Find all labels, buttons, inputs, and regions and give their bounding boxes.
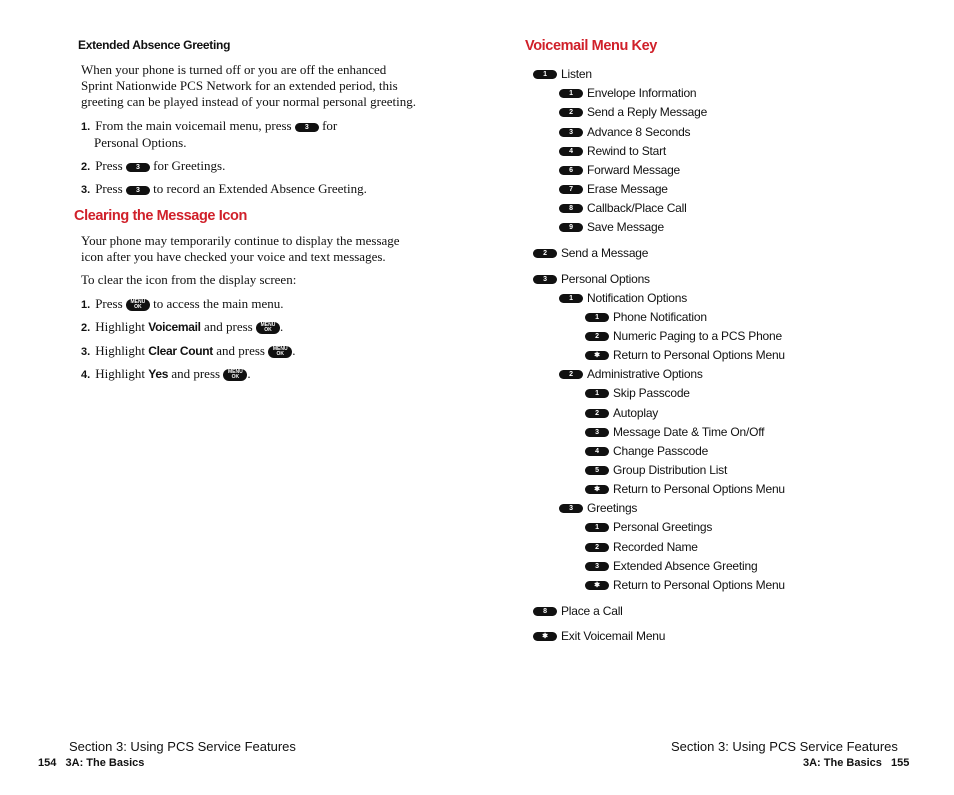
clearing-paragraph [81, 233, 400, 265]
menu-item-label: Callback/Place Call [587, 201, 687, 215]
clear-step-1 [81, 296, 283, 313]
step-number: 2. [81, 161, 91, 173]
keypad-key-icon: 3 [533, 275, 557, 284]
menu-item [585, 540, 698, 554]
keypad-key-icon: ✱ [585, 581, 609, 590]
menu-item [559, 501, 637, 515]
menu-item-label: Return to Personal Options Menu [613, 578, 785, 592]
page-number: 154 [38, 757, 57, 769]
step-text: Press [95, 181, 123, 196]
step-text: Press [95, 296, 123, 311]
keypad-key-icon: ✱ [585, 485, 609, 494]
menu-item [585, 329, 782, 343]
clear-step-4 [81, 366, 251, 383]
menu-item [559, 291, 687, 305]
step-strong: Yes [148, 367, 169, 381]
key-3-icon: 3 [126, 186, 150, 195]
step-text: to access the main menu. [153, 296, 284, 311]
keypad-key-icon: 6 [559, 166, 583, 175]
footer-page-left [38, 757, 144, 769]
menu-item-label: Skip Passcode [613, 386, 690, 400]
menu-item [559, 367, 703, 381]
menu-item [585, 386, 690, 400]
menu-item-label: Administrative Options [587, 367, 703, 381]
step-text: and press [203, 319, 253, 334]
step-text: Highlight [95, 366, 146, 381]
keypad-key-icon: 4 [559, 147, 583, 156]
keypad-key-icon: 3 [559, 504, 583, 513]
keypad-key-icon: 1 [585, 523, 609, 532]
keypad-key-icon: 2 [585, 543, 609, 552]
ext-step-2 [81, 158, 225, 175]
step-text: to record an Extended Absence Greeting. [153, 181, 367, 196]
keypad-key-icon: 1 [559, 294, 583, 303]
menu-item-label: Forward Message [587, 163, 681, 177]
keypad-key-icon: 2 [559, 370, 583, 379]
step-strong: Voicemail [148, 320, 201, 334]
menu-item [533, 272, 650, 286]
keypad-key-icon: 2 [585, 409, 609, 418]
para-line: When your phone is turned off or you are off the enhanced [81, 62, 387, 77]
menu-item [559, 182, 668, 196]
footer-section-left: Section 3: Using PCS Service Features [69, 739, 296, 754]
menu-item [559, 144, 666, 158]
menu-item-label: Return to Personal Options Menu [613, 348, 785, 362]
chapter-label: 3A: The Basics [803, 757, 882, 769]
menu-item [585, 520, 712, 534]
menu-item-label: Return to Personal Options Menu [613, 482, 785, 496]
keypad-key-icon: 3 [559, 128, 583, 137]
clear-intro: To clear the icon from the display screen: [81, 272, 297, 287]
menu-item [585, 559, 757, 573]
keypad-key-icon: 1 [585, 313, 609, 322]
step-number: 4. [81, 369, 91, 381]
step-text: Press [95, 158, 123, 173]
step-number: 1. [81, 299, 91, 311]
para-line: icon after you have checked your voice and text messages. [81, 249, 386, 264]
menu-ok-key-icon: MENU OK [256, 322, 280, 334]
extended-absence-paragraph [81, 62, 416, 110]
para-line: Your phone may temporarily continue to display the message [81, 233, 400, 248]
menu-item [585, 482, 785, 496]
step-text: . [292, 343, 296, 358]
menu-item [533, 629, 665, 643]
menu-item [559, 163, 680, 177]
step-text: Personal Options. [94, 135, 187, 150]
step-number: 2. [81, 322, 91, 334]
menu-item-label: Envelope Information [587, 86, 697, 100]
menu-item-label: Send a Message [561, 246, 649, 260]
menu-ok-key-icon: MENU OK [126, 299, 150, 311]
menu-item [533, 604, 623, 618]
keypad-key-icon: 9 [559, 223, 583, 232]
menu-item-label: Notification Options [587, 291, 688, 305]
menu-item-label: Extended Absence Greeting [613, 559, 758, 573]
menu-item-label: Rewind to Start [587, 144, 667, 158]
ext-step-3 [81, 181, 367, 198]
chapter-label: 3A: The Basics [65, 757, 145, 769]
voicemail-menu-key-heading: Voicemail Menu Key [525, 38, 657, 54]
keypad-key-icon: 1 [533, 70, 557, 79]
menu-item-label: Send a Reply Message [587, 105, 708, 119]
step-text: . [247, 366, 251, 381]
menu-item-label: Recorded Name [613, 540, 698, 554]
clearing-message-icon-heading: Clearing the Message Icon [74, 208, 247, 224]
menu-item [559, 220, 664, 234]
keypad-key-icon: 8 [559, 204, 583, 213]
key-3-icon: 3 [126, 163, 150, 172]
keypad-key-icon: ✱ [585, 351, 609, 360]
keypad-key-icon: 5 [585, 466, 609, 475]
extended-absence-heading: Extended Absence Greeting [78, 38, 231, 52]
menu-item-label: Place a Call [561, 604, 623, 618]
step-number: 1. [81, 121, 91, 133]
menu-item [585, 310, 707, 324]
para-line: Sprint Nationwide PCS Network for an extended period, this [81, 78, 398, 93]
keypad-key-icon: 1 [585, 389, 609, 398]
page-number: 155 [891, 757, 910, 769]
keypad-key-icon: 1 [559, 89, 583, 98]
menu-item-label: Greetings [587, 501, 638, 515]
keypad-key-icon: 3 [585, 428, 609, 437]
menu-item-label: Group Distribution List [613, 463, 728, 477]
para-line: greeting can be played instead of your normal personal greeting. [81, 94, 416, 109]
step-number: 3. [81, 346, 91, 358]
keypad-key-icon: ✱ [533, 632, 557, 641]
menu-item [533, 67, 592, 81]
keypad-key-icon: 8 [533, 607, 557, 616]
menu-ok-key-icon: MENU OK [268, 346, 292, 358]
menu-item-label: Listen [561, 67, 592, 81]
menu-item-label: Exit Voicemail Menu [561, 629, 666, 643]
keypad-key-icon: 4 [585, 447, 609, 456]
menu-item-label: Erase Message [587, 182, 668, 196]
menu-item [533, 246, 648, 260]
menu-item [585, 425, 764, 439]
menu-item [559, 86, 696, 100]
menu-item [585, 463, 727, 477]
menu-item-label: Save Message [587, 220, 664, 234]
menu-item [585, 348, 785, 362]
menu-item [585, 406, 658, 420]
footer-page-right [803, 757, 909, 769]
menu-item-label: Numeric Paging to a PCS Phone [613, 329, 782, 343]
step-text: Highlight [95, 319, 146, 334]
keypad-key-icon: 2 [533, 249, 557, 258]
ext-step-1 [81, 118, 337, 151]
step-text: for Greetings. [153, 158, 226, 173]
menu-item [585, 578, 785, 592]
menu-item [585, 444, 708, 458]
step-text: . [279, 319, 284, 334]
menu-item-label: Change Passcode [613, 444, 709, 458]
step-text: and press [216, 343, 265, 358]
step-text: From the main voicemail menu, press [95, 118, 292, 133]
key-3-icon: 3 [295, 123, 319, 132]
step-text: for [322, 118, 338, 133]
menu-item [559, 105, 707, 119]
menu-item-label: Autoplay [613, 406, 659, 420]
clear-step-2 [81, 319, 283, 336]
menu-item [559, 125, 690, 139]
menu-item-label: Personal Greetings [613, 520, 713, 534]
step-strong: Clear Count [148, 344, 213, 358]
menu-item-label: Message Date & Time On/Off [613, 425, 765, 439]
keypad-key-icon: 2 [585, 332, 609, 341]
keypad-key-icon: 3 [585, 562, 609, 571]
footer-section-right: Section 3: Using PCS Service Features [671, 739, 898, 754]
step-number: 3. [81, 184, 91, 196]
keypad-key-icon: 7 [559, 185, 583, 194]
keypad-key-icon: 2 [559, 108, 583, 117]
step-text: and press [171, 366, 221, 381]
menu-ok-key-icon: MENU OK [223, 369, 247, 381]
step-text: Highlight [95, 343, 146, 358]
menu-item-label: Advance 8 Seconds [587, 125, 691, 139]
menu-item-label: Phone Notification [613, 310, 707, 324]
menu-item-label: Personal Options [561, 272, 650, 286]
menu-item [559, 201, 687, 215]
clear-step-3 [81, 343, 296, 360]
